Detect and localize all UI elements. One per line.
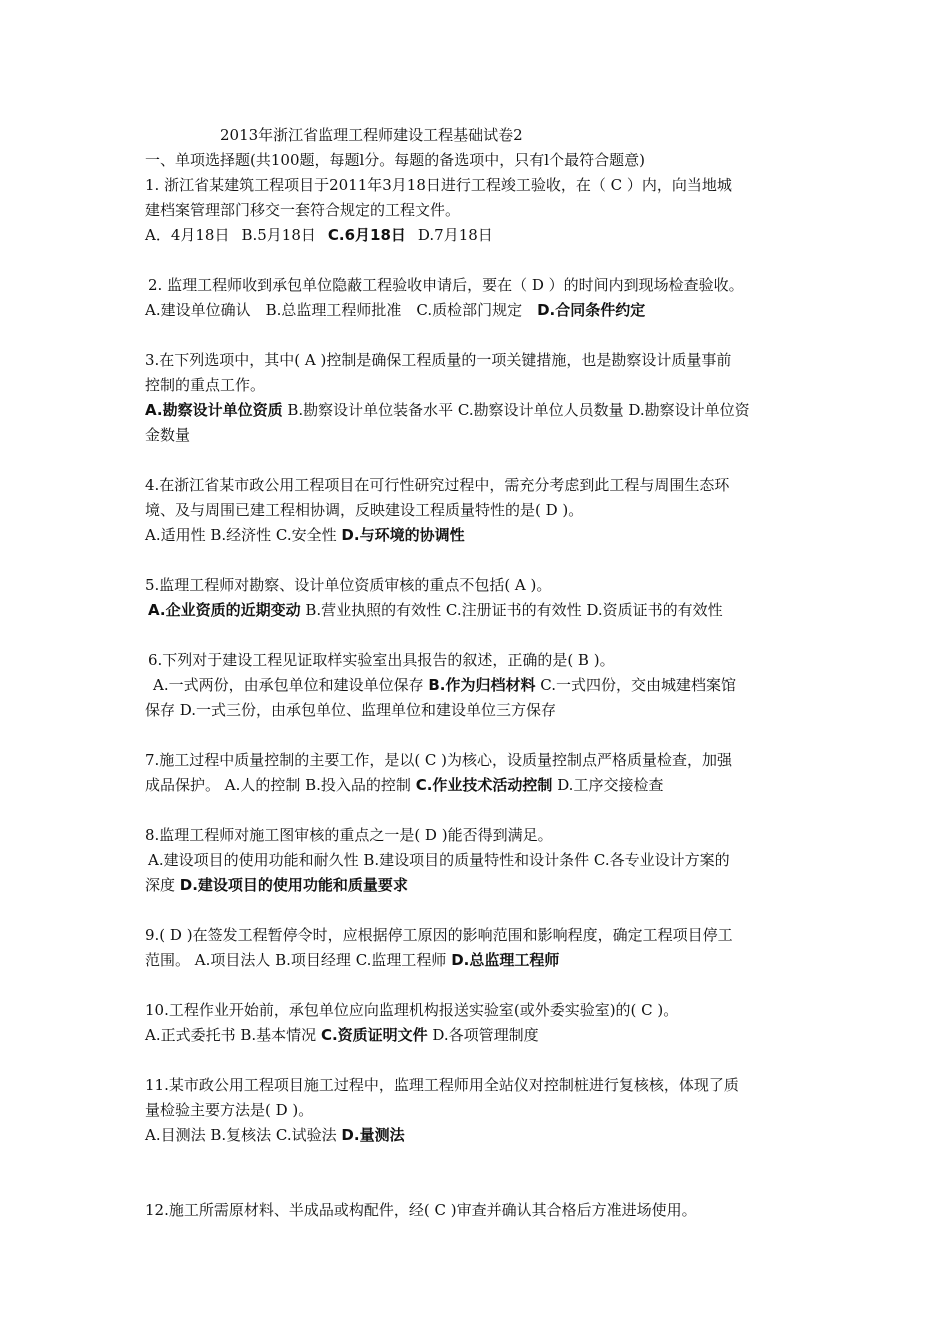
option-b: B.5月18日 [241, 226, 316, 244]
options-line [145, 773, 810, 798]
question-1 [145, 173, 810, 248]
correct-answer: C.6月18日 [327, 226, 406, 244]
options-text: A.适用性 B.经济性 C.安全性 [145, 526, 342, 544]
options-text: A.建设单位确认 B.总监理工程师批准 C.质检部门规定 [145, 301, 538, 319]
options-text: B.勘察设计单位装备水平 C.勘察设计单位人员数量 D.勘察设计单位资 [282, 401, 750, 419]
correct-answer: A.企业资质的近期变动 [148, 601, 301, 619]
question-2 [145, 273, 810, 298]
question-stem: 5.监理工程师对勘察、设计单位资质审核的重点不包括( A )。 [145, 576, 552, 594]
options-line [145, 1123, 810, 1148]
question-stem-line: 4.在浙江省某市政公用工程项目在可行性研究过程中，需充分考虑到此工程与周围生态环 [145, 476, 730, 494]
options-line: A.建设项目的使用功能和耐久性 B.建设项目的质量特性和设计条件 C.各专业设计方案的 [148, 851, 730, 869]
options-line: 金数量 [145, 426, 191, 444]
question-stem: 12.施工所需原材料、半成品或构配件，经( C )审查并确认其合格后方准进场使用。 [145, 1201, 697, 1219]
question-11 [145, 1073, 810, 1148]
options-line [145, 298, 810, 323]
question-8 [145, 823, 810, 898]
document-title: 2013年浙江省监理工程师建设工程基础试卷2 [220, 126, 523, 144]
options-line [145, 673, 810, 698]
question-stem: 10.工程作业开始前，承包单位应向监理机构报送实验室(或外委实验室)的( C )。 [145, 1001, 679, 1019]
correct-answer: D.量测法 [341, 1126, 405, 1144]
question-9 [145, 923, 810, 973]
options-text: D.各项管理制度 [427, 1026, 539, 1044]
options-line [145, 598, 810, 623]
question-stem-line: 量检验主要方法是( D )。 [145, 1101, 314, 1119]
option-d: D.7月18日 [417, 226, 493, 244]
question-stem-line: 控制的重点工作。 [145, 376, 266, 394]
options-text: A.正式委托书 B.基本情况 [145, 1026, 321, 1044]
correct-answer: C.资质证明文件 [320, 1026, 428, 1044]
options-line [145, 948, 810, 973]
question-10 [145, 998, 810, 1048]
correct-answer: D.与环境的协调性 [341, 526, 465, 544]
question-stem: 6.下列对于建设工程见证取样实验室出具报告的叙述，正确的是( B )。 [148, 651, 615, 669]
correct-answer: A.勘察设计单位资质 [145, 401, 283, 419]
option-a: A.一式两份，由承包单位和建设单位保存 [153, 676, 429, 694]
options-line [145, 523, 810, 548]
options-text: 深度 [145, 876, 180, 894]
question-stem-line: 11.某市政公用工程项目施工过程中，监理工程师用全站仪对控制桩进行复核核，体现了质 [145, 1076, 739, 1094]
options-text: B.营业执照的有效性 C.注册证书的有效性 D.资质证书的有效性 [300, 601, 723, 619]
correct-answer: D.建设项目的使用功能和质量要求 [179, 876, 408, 894]
correct-answer: C.作业技术活动控制 [415, 776, 553, 794]
options-text: D.工序交接检查 [552, 776, 664, 794]
options-line [145, 1023, 810, 1048]
options-line [145, 873, 810, 898]
question-stem-line: 建档案管理部门移交一套符合规定的工程文件。 [145, 201, 461, 219]
question-stem-line: 7.施工过程中质量控制的主要工作，是以( C )为核心，设质量控制点严格质量检查，加强 [145, 751, 733, 769]
question-4 [145, 473, 810, 548]
question-3 [145, 348, 810, 448]
section-heading: 一、单项选择题(共100题，每题l分。每题的备选项中，只有l个最符合题意) [145, 151, 645, 169]
question-stem-line: 3.在下列选项中，其中( A )控制是确保工程质量的一项关键措施，也是勘察设计质量事前 [145, 351, 732, 369]
question-stem-line: 1. 浙江省某建筑工程项目于2011年3月18日进行工程竣工验收，在（ C ）内，向当地城 [145, 176, 732, 194]
question-5 [145, 573, 810, 623]
correct-answer: D.总监理工程师 [451, 951, 560, 969]
question-stem-line: 9.( D )在签发工程暂停令时，应根据停工原因的影响范围和影响程度，确定工程项目停工 [145, 926, 733, 944]
correct-answer: D.合同条件约定 [537, 301, 646, 319]
correct-answer: B.作为归档材料 [428, 676, 536, 694]
question-stem: 2. 监理工程师收到承包单位隐蔽工程验收申请后，要在（ D ）的时间内到现场检查验收。 [148, 276, 744, 294]
question-12 [145, 1198, 810, 1223]
options-line [145, 398, 810, 423]
question-stem: 8.监理工程师对施工图审核的重点之一是( D )能否得到满足。 [145, 826, 553, 844]
options-text: A.目测法 B.复核法 C.试验法 [145, 1126, 342, 1144]
options-line [145, 223, 810, 248]
question-6 [145, 648, 810, 723]
document-page [145, 123, 810, 1223]
options-text: 范围。 A.项目法人 B.项目经理 C.监理工程师 [145, 951, 452, 969]
question-7 [145, 748, 810, 798]
options-line: 保存 D.一式三份，由承包单位、监理单位和建设单位三方保存 [145, 701, 557, 719]
option-a: A．4月18日 [145, 226, 230, 244]
options-text: 成品保护。 A.人的控制 B.投入品的控制 [145, 776, 416, 794]
question-stem-line: 境、及与周围已建工程相协调，反映建设工程质量特性的是( D )。 [145, 501, 584, 519]
option-c: C.一式四份，交由城建档案馆 [535, 676, 736, 694]
